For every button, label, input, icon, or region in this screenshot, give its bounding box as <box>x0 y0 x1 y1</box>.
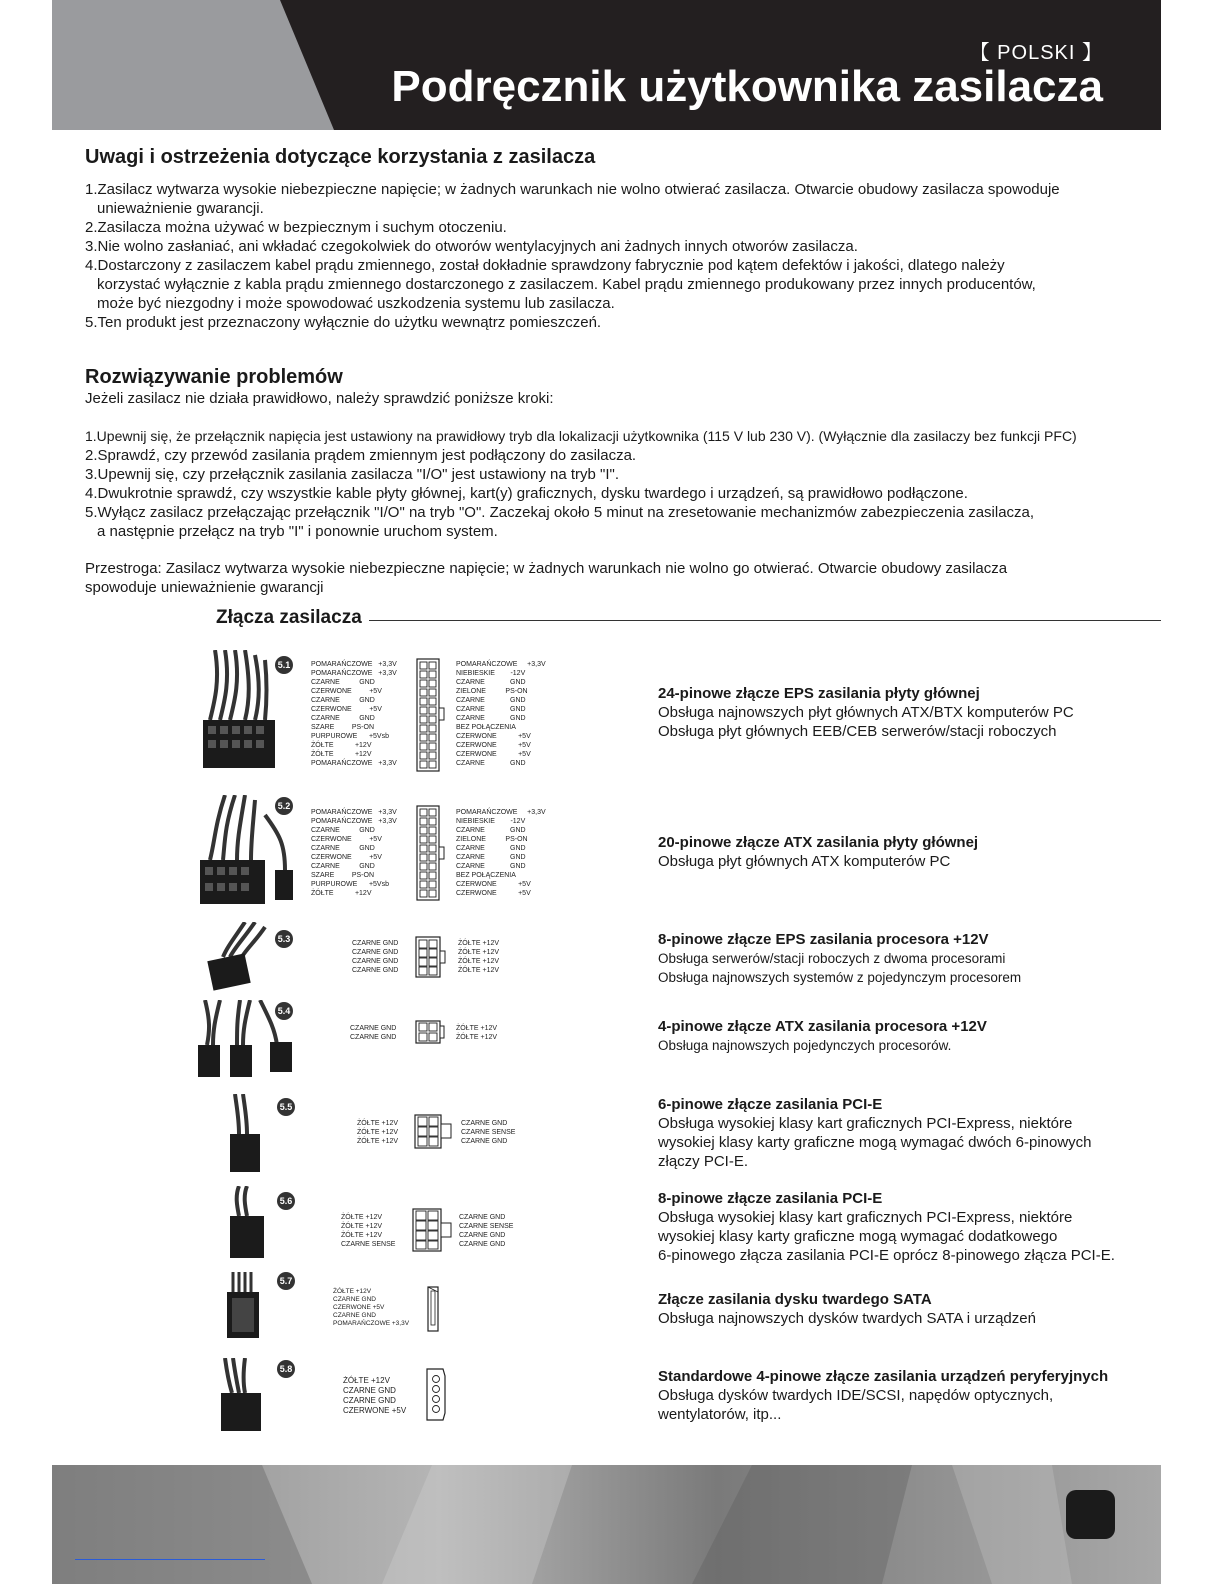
pins-left: POMARAŃCZOWE +3,3V POMARAŃCZOWE +3,3V CZARNE GND CZERWONE +5V CZARNE GND CZERWONE +5V CZARNE GND SZARE PS-ON PURPUROWE +5Vsb ŻÓŁTE +12V ŻÓŁTE +12V POMARAŃCZOWE +3,3V <box>311 661 397 767</box>
badge-5-5: 5.5 <box>277 1098 295 1116</box>
connector-line: 6-pinowego złącza zasilania PCI-E oprócz 8-pinowego złącza PCI-E. <box>658 1247 1115 1264</box>
list-item: 2.Zasilacza można używać w bezpiecznym i suchym otoczeniu. <box>85 219 507 236</box>
connector-8pin-eps-diagram <box>414 936 446 978</box>
connector-description <box>658 1095 1158 1171</box>
troubleshooting-heading: Rozwiązywanie problemów <box>85 366 343 388</box>
list-item: może być niezgodny i może spowodować uszkodzenia systemu lub zasilacza. <box>97 295 615 312</box>
warnings-list <box>85 180 1145 332</box>
list-item: 3.Upewnij się, czy przełącznik zasilania zasilacza "I/O" jest ustawiony na tryb "I". <box>85 466 620 483</box>
cable-8pin-pcie-photo <box>227 1186 272 1262</box>
connector-line: Obsługa wysokiej klasy kart graficznych PCI-Express, niektóre <box>658 1209 1073 1226</box>
connector-description <box>658 1367 1158 1424</box>
connector-row-4pin-atx <box>195 1000 1165 1080</box>
pins-left: ŻÓŁTE +12V ŻÓŁTE +12V ŻÓŁTE +12V <box>357 1120 399 1145</box>
list-item: 2.Sprawdź, czy przewód zasilania prądem zmiennym jest podłączony do zasilacza. <box>85 447 637 464</box>
caution-line-1: Przestroga: Zasilacz wytwarza wysokie niebezpieczne napięcie; w żadnych warunkach nie wolno go otwierać. Otwarcie obudowy zasilacza <box>85 560 1008 577</box>
connector-20pin-diagram <box>415 805 445 901</box>
badge-5-7: 5.7 <box>277 1272 295 1290</box>
connector-line: Obsługa dysków twardych IDE/SCSI, napędów optycznych, <box>658 1387 1054 1404</box>
connector-6pin-pcie-diagram <box>414 1114 454 1150</box>
badge-5-6: 5.6 <box>277 1192 295 1210</box>
connector-line: Obsługa najnowszych płyt głównych ATX/BTX komputerów PC <box>658 704 1074 721</box>
connector-line: wentylatorów, itp... <box>658 1406 782 1423</box>
connector-description <box>658 684 1158 741</box>
pins-right: CZARNE GND CZARNE SENSE CZARNE GND <box>461 1120 516 1145</box>
pins-right: POMARAŃCZOWE +3,3V NIEBIESKIE -12V CZARNE GND ZIELONE PS-ON CZARNE GND CZARNE GND CZARNE GND BEZ POŁĄCZENIA CZERWONE +5V CZERWONE +5V <box>456 809 546 897</box>
list-item: a następnie przełącz na tryb "I" i ponownie uruchom system. <box>97 523 498 540</box>
connector-description <box>658 1189 1178 1265</box>
connector-molex-diagram <box>425 1368 447 1422</box>
language-label: 【 POLSKI 】 <box>969 42 1103 64</box>
section-divider <box>369 620 1161 621</box>
cable-24pin-photo <box>195 650 280 775</box>
connector-4pin-atx-diagram <box>415 1020 445 1044</box>
connector-description <box>658 1017 1158 1055</box>
list-item: korzystać wyłącznie z kabla prądu zmiennego dostarczonego z zasilaczem. Kabel prądu zmiennego produkowany przez innych producentów, <box>97 276 1036 293</box>
pins-left: CZARNE GND CZARNE GND CZARNE GND CZARNE GND <box>352 940 399 974</box>
connector-title: 20-pinowe złącze ATX zasilania płyty głównej <box>658 834 979 851</box>
connector-title: 24-pinowe złącze EPS zasilania płyty głównej <box>658 685 980 702</box>
list-item: 4.Dostarczony z zasilaczem kabel prądu zmiennego, został dokładnie sprawdzony fabrycznie pod kątem defektów i jakości, dlatego należy <box>85 257 1005 274</box>
page-title: Podręcznik użytkownika zasilacza <box>391 62 1103 111</box>
connector-line: Obsługa najnowszych pojedynczych procesorów. <box>658 1038 952 1053</box>
list-item: 1.Zasilacz wytwarza wysokie niebezpieczne napięcie; w żadnych warunkach nie wolno otwierać zasilacza. Otwarcie obudowy zasilacza spowoduje <box>85 181 1060 198</box>
connector-24pin-diagram <box>415 658 445 772</box>
connector-row-8pin-eps <box>195 922 1165 994</box>
pins-left: CZARNE GND CZARNE GND <box>350 1025 397 1041</box>
pins-right: ŻÓŁTE +12V ŻÓŁTE +12V <box>456 1025 498 1041</box>
badge-5-4: 5.4 <box>275 1002 293 1020</box>
connector-line: Obsługa wysokiej klasy kart graficznych PCI-Express, niektóre <box>658 1115 1073 1132</box>
badge-5-1: 5.1 <box>275 656 293 674</box>
pins-right: ŻÓŁTE +12V ŻÓŁTE +12V ŻÓŁTE +12V ŻÓŁTE +12V <box>458 940 500 974</box>
badge-5-3: 5.3 <box>275 930 293 948</box>
connector-title: 8-pinowe złącze zasilania PCI-E <box>658 1190 883 1207</box>
connectors-heading: Złącza zasilacza <box>216 607 368 629</box>
list-item: unieważnienie gwarancji. <box>97 200 264 217</box>
connector-line: Obsługa płyt głównych EEB/CEB serwerów/stacji roboczych <box>658 723 1057 740</box>
pins-left: ŻÓŁTE +12V CZARNE GND CZARNE GND CZERWONE +5V <box>343 1376 407 1415</box>
connector-sata-diagram <box>427 1286 441 1332</box>
badge-5-2: 5.2 <box>275 797 293 815</box>
connector-row-24pin <box>195 650 1165 780</box>
cable-molex-photo <box>217 1358 272 1436</box>
troubleshooting-intro: Jeżeli zasilacz nie działa prawidłowo, należy sprawdzić poniższe kroki: <box>85 390 554 407</box>
page-number-badge <box>1066 1490 1115 1539</box>
connector-line: Obsługa najnowszych systemów z pojedynczym procesorem <box>658 970 1022 985</box>
badge-5-8: 5.8 <box>277 1360 295 1378</box>
cable-sata-photo <box>223 1272 273 1342</box>
page-header <box>52 0 1161 130</box>
connector-line: złączy PCI-E. <box>658 1153 749 1170</box>
connector-description <box>658 833 1158 871</box>
connector-line: wysokiej klasy karty graficzne mogą wymagać dwóch 6-pinowych <box>658 1134 1092 1151</box>
connector-title: 4-pinowe złącze ATX zasilania procesora +12V <box>658 1018 987 1035</box>
footer-link-underline <box>75 1559 265 1560</box>
connector-line: Obsługa serwerów/stacji roboczych z dwoma procesorami <box>658 951 1006 966</box>
pins-left: POMARAŃCZOWE +3,3V POMARAŃCZOWE +3,3V CZARNE GND CZERWONE +5V CZARNE GND CZERWONE +5V CZARNE GND SZARE PS-ON PURPUROWE +5Vsb ŻÓŁTE +12V <box>311 809 397 897</box>
connector-title: Złącze zasilania dysku twardego SATA <box>658 1291 932 1308</box>
connector-title: 8-pinowe złącze EPS zasilania procesora +12V <box>658 931 989 948</box>
cable-6pin-pcie-photo <box>225 1094 275 1176</box>
connector-line: wysokiej klasy karty graficzne mogą wymagać dodatkowego <box>658 1228 1058 1245</box>
connector-row-20pin <box>195 795 1165 910</box>
list-item: 4.Dwukrotnie sprawdź, czy wszystkie kable płyty głównej, kart(y) graficznych, dysku twardego i urządzeń, są prawidłowo podłączone. <box>85 485 968 502</box>
connector-title: Standardowe 4-pinowe złącze zasilania urządzeń peryferyjnych <box>658 1368 1109 1385</box>
main-content <box>85 146 1145 597</box>
list-item: 5.Ten produkt jest przeznaczony wyłącznie do użytku wewnątrz pomieszczeń. <box>85 314 602 331</box>
connector-row-sata <box>195 1272 1165 1342</box>
list-item: 3.Nie wolno zasłaniać, ani wkładać czegokolwiek do otworów wentylacyjnych ani żadnych innych otworów zasilacza. <box>85 238 858 255</box>
caution-line-2: spowoduje unieważnienie gwarancji <box>85 579 324 596</box>
warnings-heading: Uwagi i ostrzeżenia dotyczące korzystania z zasilacza <box>85 146 596 168</box>
connector-description <box>658 1290 1158 1328</box>
pins-left: ŻÓŁTE +12V CZARNE GND CZERWONE +5V CZARNE GND POMARAŃCZOWE +3,3V <box>333 1288 410 1327</box>
connector-8pin-pcie-diagram <box>412 1208 454 1252</box>
pins-right: CZARNE GND CZARNE SENSE CZARNE GND CZARNE GND <box>459 1214 514 1248</box>
connector-line: Obsługa najnowszych dysków twardych SATA i urządzeń <box>658 1310 1036 1327</box>
page-footer-image <box>52 1465 1161 1584</box>
connector-row-6pin-pcie <box>195 1094 1165 1179</box>
cable-8pin-eps-photo <box>205 922 275 992</box>
pins-right: POMARAŃCZOWE +3,3V NIEBIESKIE -12V CZARNE GND ZIELONE PS-ON CZARNE GND CZARNE GND CZARNE GND BEZ POŁĄCZENIA CZERWONE +5V CZERWONE +5V CZERWONE +5V CZARNE GND <box>456 661 546 767</box>
list-item: 5.Wyłącz zasilacz przełączając przełącznik "I/O" na tryb "O". Zaczekaj około 5 minut na zresetowanie mechanizmów zabezpieczenia zasilacza, <box>85 504 1035 521</box>
connector-description <box>658 930 1158 987</box>
connector-title: 6-pinowe złącze zasilania PCI-E <box>658 1096 883 1113</box>
pins-left: ŻÓŁTE +12V ŻÓŁTE +12V ŻÓŁTE +12V CZARNE SENSE <box>341 1214 396 1248</box>
troubleshooting-list <box>85 427 1145 541</box>
footer-decoration <box>52 1465 1161 1584</box>
list-item: 1.Upewnij się, że przełącznik napięcia jest ustawiony na prawidłowy tryb dla lokalizacji użytkownika (115 V lub 230 V). (Wyłącznie dla zasilaczy bez funkcji PFC) <box>85 428 1077 444</box>
connector-row-molex <box>195 1358 1165 1438</box>
connector-line: Obsługa płyt głównych ATX komputerów PC <box>658 853 951 870</box>
connector-row-8pin-pcie <box>195 1186 1165 1266</box>
